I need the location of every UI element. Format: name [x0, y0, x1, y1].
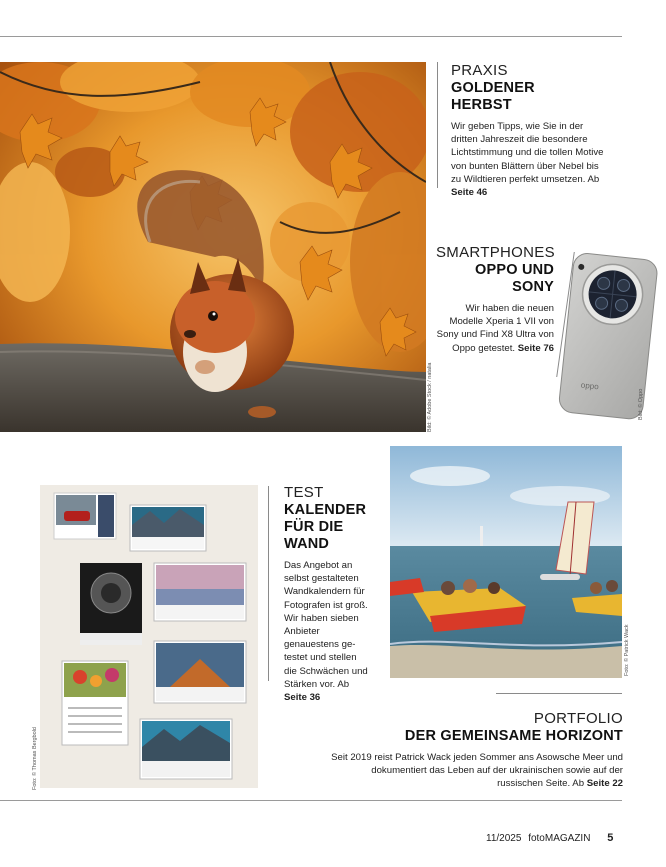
phone-brand-mark: oppo [580, 380, 600, 392]
smartphones-headline-line1: OPPO UND [475, 262, 554, 278]
footer [486, 832, 613, 844]
beach-photo-credit: Foto: © Patrick Wack [624, 624, 630, 676]
smartphones-body-text: Wir haben die neuen Modelle Xperia 1 VII von Sony und Find X8 Ultra von Oppo getestet. [436, 303, 554, 354]
bottom-rule [0, 800, 622, 801]
test-headline-line3: WAND [284, 536, 330, 552]
smartphones-article [436, 244, 554, 355]
test-body-text: Das Angebot an selbst gestalteten Wandkalendern für Fotografen ist groß. Wir haben sieben Anbieter genauestens ge-testet und stellen die Schwächen und Stärken vor. Ab [284, 560, 368, 690]
smartphones-page-link[interactable]: Seite 76 [517, 342, 554, 354]
oppo-phone-photo [552, 250, 662, 425]
test-headline-line1: KALENDER [284, 502, 367, 518]
portfolio-rule [496, 693, 622, 694]
smartphones-headline-line2: SONY [512, 279, 554, 295]
top-rule [0, 36, 622, 37]
portfolio-body [330, 751, 623, 791]
footer-issue: 11/2025 [486, 833, 522, 844]
praxis-body [451, 120, 611, 199]
portfolio-kicker: PORTFOLIO [533, 710, 623, 727]
praxis-page-link[interactable]: Seite 46 [451, 187, 488, 199]
phone-photo-credit: Bild: © Oppo [638, 388, 644, 420]
test-article [284, 484, 368, 704]
praxis-headline-line2: HERBST [451, 97, 512, 113]
portfolio-body-text: Seit 2019 reist Patrick Wack jeden Sommer ans Asowsche Meer und dokumentiert das Leben auf der ukrainischen sowie auf der russischen Seite. Ab [331, 752, 623, 790]
footer-magazine: fotoMAGAZIN [528, 833, 591, 844]
smartphones-body [436, 302, 554, 355]
squirrel-photo [0, 62, 426, 432]
portfolio-page-link[interactable]: Seite 22 [586, 778, 623, 790]
test-divider [268, 486, 269, 681]
footer-page-number: 5 [607, 832, 614, 844]
portfolio-headline: DER GEMEINSAME HORIZONT [404, 728, 623, 744]
praxis-kicker: PRAXIS [451, 62, 508, 79]
test-body [284, 559, 368, 704]
test-kicker: TEST [284, 484, 324, 501]
praxis-divider [437, 62, 438, 188]
smartphones-kicker: SMARTPHONES [436, 244, 555, 261]
praxis-headline-line1: GOLDENER [451, 80, 535, 96]
test-page-link[interactable]: Seite 36 [284, 692, 321, 704]
calendar-photo-credit: Foto: © Thomas Bergbold [32, 727, 38, 790]
test-headline-line2: FÜR DIE [284, 519, 344, 535]
praxis-body-text: Wir geben Tipps, wie Sie in der dritten Jahreszeit die besondere Lichtstimmung und die tollen Motive von bunten Blättern über Nebel bis zu Wildtieren perfekt umsetzen. Ab [451, 121, 604, 185]
squirrel-photo-credit: Bild: © Adobe Stock / natalia [427, 362, 433, 432]
beach-photo [390, 446, 622, 678]
portfolio-article [330, 710, 623, 791]
calendar-wall-photo [40, 485, 258, 788]
praxis-article [451, 62, 611, 199]
